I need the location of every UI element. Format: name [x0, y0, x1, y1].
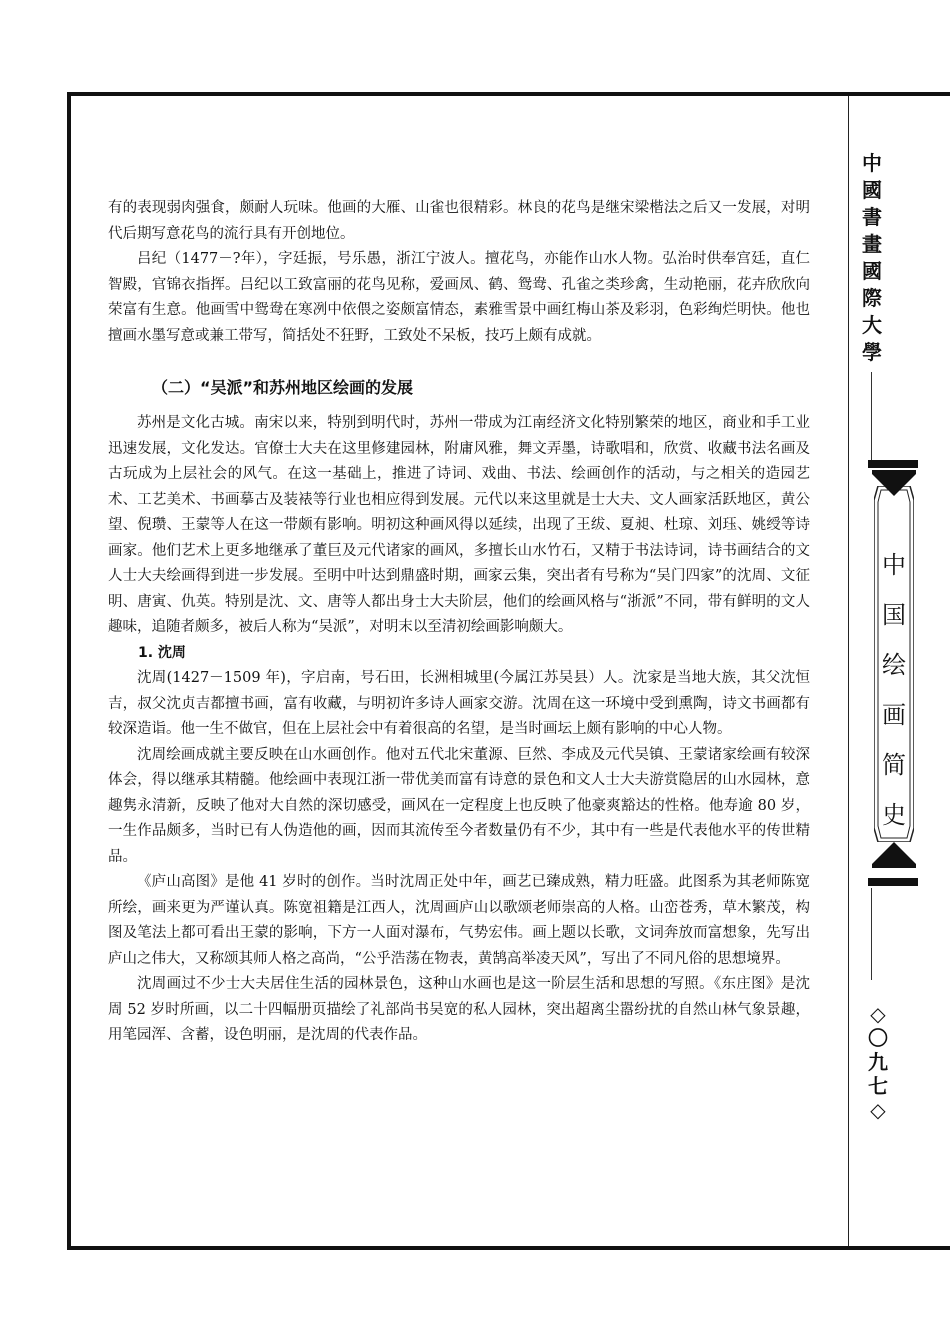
side-rule: [871, 372, 872, 460]
paragraph: 苏州是文化古城。南宋以来，特别到明代时，苏州一带成为江南经济文化特别繁荣的地区，商业和手工业迅速发展，文化发达。官僚士大夫在这里修建园林，附庸风雅，舞文弄墨，诗歌唱和，欣赏、收藏书法名画及古玩成为上层社会的风气。在这一基础上，推进了诗词、戏曲、书法、绘画创作的活动，与之相关的造园艺术、工艺美术、书画摹古及装裱等行业也相应得到发展。元代以来这里就是士大夫、文人画家活跃地区，黄公望、倪瓒、王蒙等人在这一带颇有影响。明初这种画风得以延续，出现了王绂、夏昶、杜琼、刘珏、姚绶等诗画家。他们艺术上更多地继承了董巨及元代诸家的画风，多擅长山水竹石，又精于书法诗词，诗书画结合的文人士大夫绘画得到进一步发展。至明中叶达到鼎盛时期，画家云集，突出者有号称为“吴门四家”的沈周、文征明、唐寅、仇英。特别是沈、文、唐等人都出身士大夫阶层，他们的绘画风格与“浙派”不同，带有鲜明的文人趣味，追随者颇多，被后人称为“吴派”，对明末以至清初绘画影响颇大。: [108, 415, 810, 635]
institution-name: 中 國 書 畫 國 際 大 學: [862, 151, 882, 364]
subsection-heading: 1. 沈周: [138, 644, 186, 661]
side-rule-lower: [871, 888, 872, 980]
paragraph: 《庐山高图》是他 41 岁时的创作。当时沈周正处中年，画艺已臻成熟，精力旺盛。此图系为其老师陈宽所绘，画来更为严谨认真。陈宽祖籍是江西人，沈周画庐山以歌颂老师崇高的人格。山峦苍秀，草木繁茂，构图及笔法上都可看出王蒙的影响，下方一人面对瀑布，气势宏伟。画上题以长歌，文词奔放而富想象，先写出庐山之伟大，又称颂其师人格之高尚，“公乎浩荡在物表，黄鹄高举凌天风”，写出了不同凡俗的思想境界。: [108, 874, 810, 967]
page-number: ◇ 〇 九 七 ◇: [868, 1002, 888, 1122]
plaque-top-ornament: [872, 470, 916, 496]
book-title: 中 国 绘 画 简 史: [882, 551, 906, 829]
paragraph: 沈周(1427－1509 年)，字启南，号石田，长洲相城里(今属江苏吴县）人。沈家是当地大族，其父沈恒吉，叔父沈贞吉都擅书画，富有收藏，与明初许多诗人画家交游。沈周在这一环境中受到熏陶，诗文书画都有较深造诣。他一生不做官，但在上层社会中有着很高的名望，是当时画坛上颇有影响的中心人物。: [108, 670, 810, 737]
paragraph: 有的表现弱肉强食，颇耐人玩味。他画的大雁、山雀也很精彩。林良的花鸟是继宋梁楷法之后又一发展，对明代后期写意花鸟的流行具有开创地位。: [108, 200, 810, 242]
side-bar-bottom: [868, 878, 918, 886]
sidebar-divider: [848, 96, 849, 1246]
paragraph: 沈周绘画成就主要反映在山水画创作。他对五代北宋董源、巨然、李成及元代吴镇、王蒙诸家绘画有较深体会，得以继承其精髓。他绘画中表现江浙一带优美而富有诗意的景色和文人士大夫游赏隐居的山水园林，意趣隽永清新，反映了他对大自然的深切感受，画风在一定程度上也反映了他豪爽豁达的性格。他寿逾 80 岁，一生作品颇多，当时已有人伪造他的画，因而其流传至今者数量仍有不少，其中有一些是代表他水平的传世精品。: [108, 746, 810, 865]
side-bar-top: [868, 460, 918, 468]
paragraph: 吕纪（1477－?年），字廷振，号乐愚，浙江宁波人。擅花鸟，亦能作山水人物。弘治时供奉宫廷，直仁智殿，官锦衣指挥。吕纪以工致富丽的花鸟见称，爱画凤、鹤、鸳鸯、孔雀之类珍禽，生动艳丽，花卉欣欣向荣富有生意。他画雪中鸳鸯在寒冽中依偎之姿颇富情态，素雅雪景中画红梅山茶及彩羽，色彩绚烂明快。他也擅画水墨写意或兼工带写，简括处不狂野，工致处不呆板，技巧上颇有成就。: [108, 251, 810, 344]
body-text: [108, 196, 810, 1049]
plaque-bottom-ornament: [872, 842, 916, 868]
paragraph: 沈周画过不少士大夫居住生活的园林景色，这种山水画也是这一阶层生活和思想的写照。《东庄图》是沈周 52 岁时所画，以二十四幅册页描绘了礼部尚书吴宽的私人园林，突出超离尘嚣纷扰的自然山林气象景趣，用笔园浑、含蓄，设色明丽，是沈周的代表作品。: [108, 976, 810, 1043]
section-heading: （二）“吴派”和苏州地区绘画的发展: [152, 378, 414, 397]
